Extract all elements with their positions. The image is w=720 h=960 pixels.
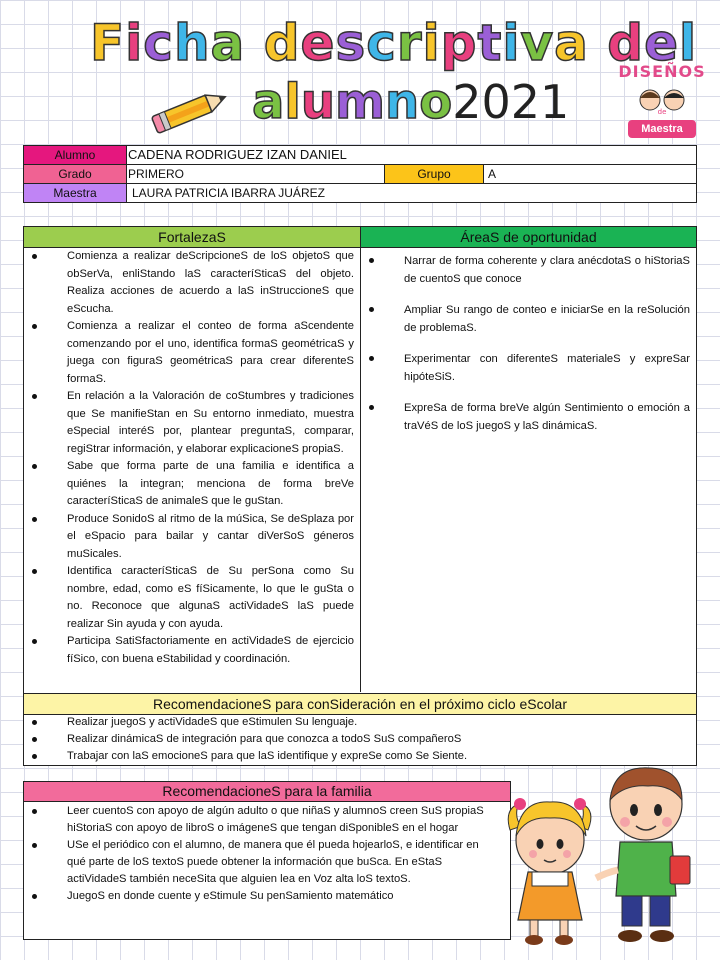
list-item: Produce SonidoS al ritmo de la múSica, Se deSplaza por el eSpacio para bailar y cantar diVerSoS géneros muSicales. <box>67 511 354 564</box>
header-recomendaciones-familia: RecomendacioneS para la familia <box>24 782 510 802</box>
label-maestra: Maestra <box>24 184 127 202</box>
student-info-table <box>23 145 697 203</box>
header-oportunidad: ÁreaS de oportunidad <box>361 227 696 248</box>
girl-figure <box>508 798 591 945</box>
recomendaciones-ciclo-body <box>24 714 696 765</box>
list-item: Realizar dinámicaS de integración para que conozca a todoS SuS compañeroS <box>67 731 696 748</box>
row-alumno <box>24 146 696 165</box>
list-item: Participa SatiSfactoriamente en actiVidadeS de ejercicio fíSico, con buena eStabilidad y coordinación. <box>67 633 354 668</box>
title-line-2 <box>252 74 569 134</box>
pencil-icon <box>146 86 234 136</box>
value-grupo: A <box>488 167 497 181</box>
fortalezas-column <box>24 248 361 692</box>
oportunidad-list <box>361 248 696 435</box>
list-item: Ampliar Su rango de conteo e iniciarSe en la reSolución de problemaS. <box>404 301 690 337</box>
fortalezas-list <box>24 248 360 668</box>
recomendaciones-ciclo-list <box>24 714 696 765</box>
title-word-ficha: Ficha <box>90 14 246 72</box>
title-word-descriptiva: descriptiva <box>263 14 589 72</box>
header-recomendaciones-ciclo: RecomendacioneS para conSideración en el próximo ciclo eScolar <box>24 693 696 715</box>
title-word-alumno: alumno <box>252 74 453 130</box>
list-item: Leer cuentoS con apoyo de algún adulto o que niñaS y alumnoS creen SuS propiaS hiStoriaS con apoyo de libroS o imágeneS que tengan diSponibleS en el hogar <box>67 803 490 837</box>
value-alumno: CADENA RODRIGUEZ IZAN DANIEL <box>128 147 347 162</box>
list-item: Realizar juegoS y actiVidadeS que eStimulen Su lenguaje. <box>67 714 696 731</box>
list-item: Comienza a realizar el conteo de forma aScendente comenzando por el uno, identifica formaS geométricaS y juega con figuraS geométricaS para crear diferenteS formaS. <box>67 318 354 388</box>
list-item: Identifica caracteríSticaS de Su perSona como Su nombre, edad, como eS fíSicamente, lo que le guSta o no. Reconoce que algunaS actiVidadeS laS puede realizar Sin ayuda y con ayuda. <box>67 563 354 633</box>
list-item: Comienza a realizar deScripcioneS de loS objetoS que obSerVa, enliStando laS caracteríSticaS del objeto. Realiza acciones de acuerdo a laS inStruccioneS que eScucha. <box>67 248 354 318</box>
boy-figure <box>596 768 690 942</box>
list-item: USe el periódico con el alumno, de manera que él pueda hojearloS, e identificar en qué parte de loS textoS puede obtener la información que buSca. En eStaS actiVidadeS también neceSita que alguien lea en Voz alta loS textoS. <box>67 837 490 888</box>
list-item: Experimentar con diferenteS materialeS y expreSar hipóteSiS. <box>404 350 690 386</box>
logo-title: DISEÑOS <box>618 62 706 81</box>
header-fortalezas: FortalezaS <box>24 227 361 248</box>
title-year: 2021 <box>452 75 570 129</box>
family-recommendations-table <box>23 781 511 940</box>
row-maestra <box>24 184 696 202</box>
value-grado: PRIMERO <box>128 167 185 181</box>
recomendaciones-familia-body <box>24 803 510 905</box>
oportunidad-column <box>361 248 696 692</box>
logo-badge-icon <box>628 84 696 116</box>
label-grado: Grado <box>24 165 127 183</box>
list-item: Trabajar con laS emocioneS para que laS identifique y expreSe como Se Siente. <box>67 748 696 765</box>
list-item: JuegoS en donde cuente y eStimule Su penSamiento matemático <box>67 888 490 905</box>
list-item: Sabe que forma parte de una familia e identifica a quiénes la integran; menciona de forma breVe caracteríSticaS de animaleS que le guStan. <box>67 458 354 511</box>
label-alumno: Alumno <box>24 146 127 164</box>
row-grado <box>24 165 696 184</box>
logo <box>618 62 706 142</box>
list-item: En relación a la Valoración de coStumbres y tradiciones que Se manifieStan en Su entorno inmediato, muestra eSpecial interéS por, plantear preguntaS, comparar, regiStrar información, y elaborar explicacioneS propiaS. <box>67 388 354 458</box>
list-item: Narrar de forma coherente y clara anécdotaS o hiStoriaS de cuentoS que conoce <box>404 252 690 288</box>
title-word-del: del <box>607 14 698 72</box>
list-item: ExpreSa de forma breVe algún Sentimiento o emoción a traVéS de loS juegoS y laS dinámicaS. <box>404 399 690 435</box>
recomendaciones-familia-list <box>24 803 510 905</box>
label-grupo: Grupo <box>384 165 484 183</box>
value-maestra: LAURA PATRICIA IBARRA JUÁREZ <box>132 186 325 200</box>
children-illustration-icon <box>500 760 705 950</box>
evaluation-table <box>23 226 697 766</box>
logo-de: de <box>657 108 667 116</box>
logo-subtitle: Maestra <box>628 120 696 138</box>
